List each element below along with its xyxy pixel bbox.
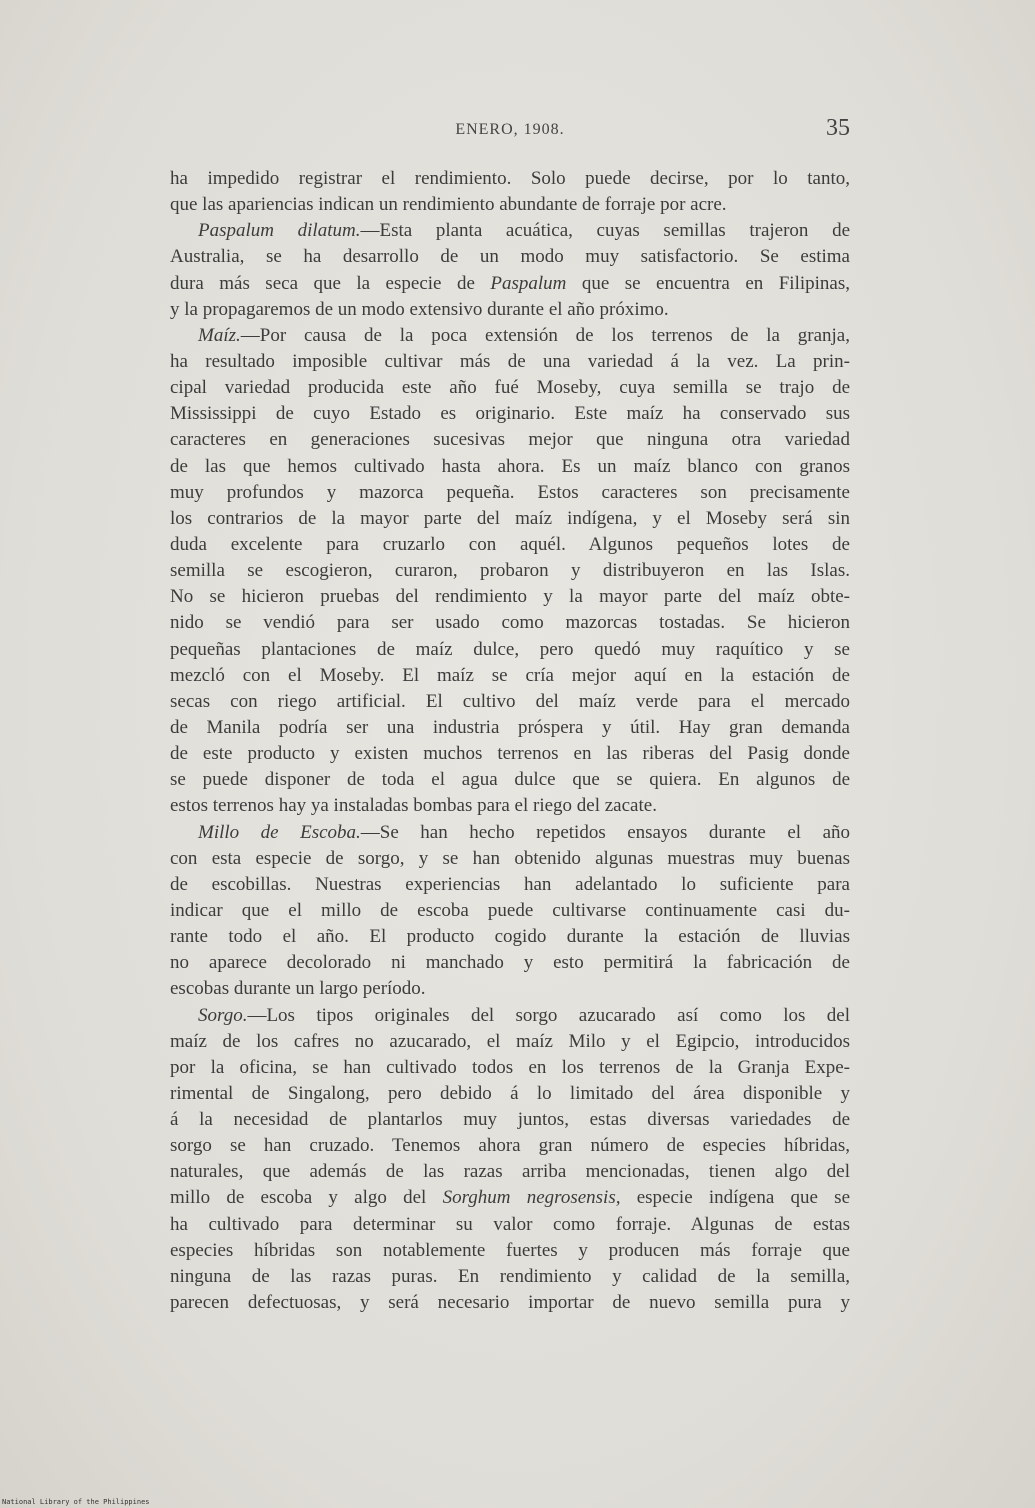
text-segment: no aparece decolorado ni manchado y esto permitirá la fabricación de: [170, 952, 850, 974]
text-segment: cipal variedad producida este año fué Moseby, cuya semilla se trajo de: [170, 377, 850, 399]
text-line: [170, 271, 850, 297]
text-line: [170, 741, 850, 767]
text-segment: mezcló con el Moseby. El maíz se cría mejor aquí en la estación de: [170, 664, 850, 686]
text-segment: nido se vendió para ser usado como mazorcas tostadas. Se hicieron: [170, 612, 850, 634]
text-line: [170, 715, 850, 741]
italic-term: Maíz.: [198, 324, 241, 346]
text-segment: —Los tipos originales del sorgo azucarado así como los del: [247, 1004, 850, 1026]
text-segment: de Manila podría ser una industria próspera y útil. Hay gran demanda: [170, 716, 850, 738]
text-line: [170, 454, 850, 480]
text-segment: naturales, que además de las razas arriba mencionadas, tienen algo del: [170, 1161, 850, 1183]
text-line: [170, 1133, 850, 1159]
text-segment: pequeñas plantaciones de maíz dulce, pero quedó muy raquítico y se: [170, 638, 850, 660]
italic-term: Paspalum: [490, 272, 567, 294]
text-line: [170, 1003, 850, 1029]
text-line: [170, 793, 850, 819]
text-line: [170, 1107, 850, 1133]
text-line: [170, 584, 850, 610]
text-segment: especies híbridas son notablemente fuertes y producen más forraje que: [170, 1239, 850, 1261]
text-segment: semilla se escogieron, curaron, probaron y distribuyeron en las Islas.: [170, 560, 850, 582]
text-line: [170, 1055, 850, 1081]
text-segment: secas con riego artificial. El cultivo del maíz verde para el mercado: [170, 690, 850, 712]
text-segment: por la oficina, se han cultivado todos en los terrenos de la Granja Expe-: [170, 1056, 850, 1078]
text-segment: muy profundos y mazorca pequeña. Estos caracteres son precisamente: [170, 481, 850, 503]
text-segment: á la necesidad de plantarlos muy juntos, estas diversas variedades de: [170, 1109, 850, 1131]
text-line: [170, 1264, 850, 1290]
text-line: [170, 820, 850, 846]
text-segment: ha cultivado para determinar su valor como forraje. Algunas de estas: [170, 1213, 850, 1235]
text-segment: rante todo el año. El producto cogido durante la estación de lluvias: [170, 926, 850, 948]
text-line: [170, 375, 850, 401]
text-segment: con esta especie de sorgo, y se han obtenido algunas muestras muy buenas: [170, 847, 850, 869]
italic-term: Sorgo.: [198, 1004, 248, 1026]
text-line: [170, 323, 850, 349]
text-segment: duda excelente para cruzarlo con aquél. Algunos pequeños lotes de: [170, 533, 850, 555]
text-line: [170, 532, 850, 558]
text-line: [170, 1238, 850, 1264]
text-line: [170, 846, 850, 872]
text-segment: ninguna de las razas puras. En rendimiento y calidad de la semilla,: [170, 1265, 850, 1287]
text-segment: dura más seca que la especie de: [170, 272, 491, 294]
text-line: [170, 506, 850, 532]
running-head: [170, 115, 850, 145]
page-number: 35: [826, 115, 850, 141]
text-segment: y la propagaremos de un modo extensivo durante el año próximo.: [170, 298, 669, 320]
text-segment: ha resultado imposible cultivar más de una variedad á la vez. La prin-: [170, 350, 850, 372]
text-line: [170, 924, 850, 950]
text-segment: —Se han hecho repetidos ensayos durante el año: [360, 821, 850, 843]
text-segment: —Por causa de la poca extensión de los terrenos de la granja,: [240, 324, 850, 346]
text-line: [170, 898, 850, 924]
text-segment: de escobillas. Nuestras experiencias han adelantado lo suficiente para: [170, 873, 850, 895]
text-segment: —Esta planta acuática, cuyas semillas trajeron de: [360, 220, 851, 242]
text-segment: rimental de Singalong, pero debido á lo limitado del área disponible y: [170, 1082, 850, 1104]
text-line: [170, 558, 850, 584]
text-segment: que se encuentra en Filipinas,: [566, 272, 850, 294]
text-line: [170, 1185, 850, 1211]
running-title: ENERO, 1908.: [455, 121, 565, 138]
body-text: [170, 166, 850, 1316]
text-segment: parecen defectuosas, y será necesario importar de nuevo semilla pura y: [170, 1292, 850, 1314]
text-segment: indicar que el millo de escoba puede cultivarse continuamente casi du-: [170, 899, 850, 921]
text-segment: maíz de los cafres no azucarado, el maíz Milo y el Egipcio, introducidos: [170, 1030, 850, 1052]
text-line: [170, 297, 850, 323]
text-segment: de las que hemos cultivado hasta ahora. Es un maíz blanco con granos: [170, 455, 850, 477]
text-line: [170, 689, 850, 715]
text-segment: Australia, se ha desarrollo de un modo muy satisfactorio. Se estima: [170, 246, 850, 268]
text-line: [170, 976, 850, 1002]
text-line: [170, 950, 850, 976]
library-credit: National Library of the Philippines: [2, 1498, 150, 1506]
text-line: [170, 218, 850, 244]
text-segment: ha impedido registrar el rendimiento. Solo puede decirse, por lo tanto,: [170, 168, 850, 189]
italic-term: Paspalum dilatum.: [198, 220, 361, 242]
text-segment: estos terrenos hay ya instaladas bombas para el riego del zacate.: [170, 795, 657, 817]
text-segment: escobas durante un largo período.: [170, 978, 426, 1000]
text-line: [170, 872, 850, 898]
text-line: [170, 1212, 850, 1238]
text-segment: que las apariencias indican un rendimiento abundante de forraje por acre.: [170, 194, 727, 216]
text-line: [170, 1290, 850, 1316]
text-line: [170, 637, 850, 663]
text-segment: los contrarios de la mayor parte del maíz indígena, y el Moseby será sin: [170, 507, 850, 529]
text-line: [170, 610, 850, 636]
text-line: [170, 244, 850, 270]
text-segment: especie indígena que se: [620, 1187, 850, 1209]
text-line: [170, 401, 850, 427]
text-line: [170, 349, 850, 375]
text-line: [170, 427, 850, 453]
text-line: [170, 1029, 850, 1055]
text-line: [170, 1081, 850, 1107]
text-line: [170, 192, 850, 218]
text-line: [170, 480, 850, 506]
text-line: [170, 1159, 850, 1185]
text-line: [170, 663, 850, 689]
italic-term: Sorghum negrosensis,: [442, 1187, 621, 1209]
text-segment: caracteres en generaciones sucesivas mejor que ninguna otra variedad: [170, 429, 850, 451]
text-line: [170, 166, 850, 192]
text-segment: Mississippi de cuyo Estado es originario. Este maíz ha conservado sus: [170, 403, 850, 425]
text-line: [170, 767, 850, 793]
italic-term: Millo de Escoba.: [198, 821, 361, 843]
text-segment: millo de escoba y algo del: [170, 1187, 443, 1209]
text-segment: de este producto y existen muchos terrenos en las riberas del Pasig donde: [170, 743, 850, 765]
text-segment: se puede disponer de toda el agua dulce que se quiera. En algunos de: [170, 769, 850, 791]
text-segment: No se hicieron pruebas del rendimiento y la mayor parte del maíz obte-: [170, 586, 850, 608]
text-segment: sorgo se han cruzado. Tenemos ahora gran número de especies híbridas,: [170, 1135, 850, 1157]
